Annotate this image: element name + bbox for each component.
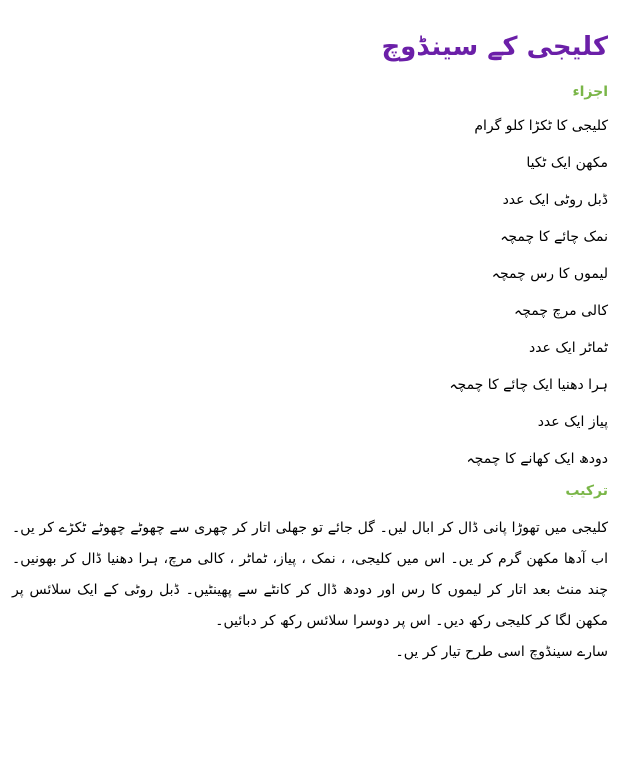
ingredient-item: لیموں کا رس چمچہ <box>491 266 608 282</box>
method-paragraph: کلیجی میں تھوڑا پانی ڈال کر ابال لیں۔ گل جائے تو جھلی اتار کر چھری سے چھوٹے چھوٹے ٹکڑے کر یں۔ اب آدھا مکھن گرم کر یں۔ اس میں کلیجی، ، نمک ، پیاز، ٹماٹر ، کالی مرچ، ہرا دھنیا ڈال کر بھونیں۔ چند منٹ بعد اتار کر لیموں کا رس اور دودھ ڈال کر کانٹے سے پھینٹیں۔ ڈبل روٹی کے ایک سلائس پر مکھن لگا کر کلیجی رکھ دیں۔ اس پر دوسرا سلائس رکھ کر دبائیں۔ <box>12 520 608 629</box>
ingredient-item: نمک چائے کا چمچہ <box>500 229 608 245</box>
ingredients-heading: اجزاء <box>572 84 608 100</box>
ingredient-item: دودھ ایک کھانے کا چمچہ <box>466 451 608 467</box>
ingredient-item: ہرا دھنیا ایک چائے کا چمچہ <box>449 377 608 393</box>
ingredient-item: پیاز ایک عدد <box>537 414 608 430</box>
ingredients-list <box>12 116 608 469</box>
method-final-step: سارے سینڈوچ اسی طرح تیار کر یں۔ <box>395 644 608 660</box>
ingredient-item: کلیجی کا ٹکڑا کلو گرام <box>474 118 608 134</box>
ingredient-item: ڈبل روٹی ایک عدد <box>502 192 608 208</box>
recipe-title: کلیجی کے سینڈوچ <box>381 32 608 62</box>
ingredient-item: کالی مرچ چمچہ <box>513 303 608 319</box>
method-heading: ترکیب <box>565 483 608 499</box>
ingredient-item: ٹماٹر ایک عدد <box>528 340 608 356</box>
ingredient-item: مکھن ایک ٹکیا <box>526 155 608 171</box>
